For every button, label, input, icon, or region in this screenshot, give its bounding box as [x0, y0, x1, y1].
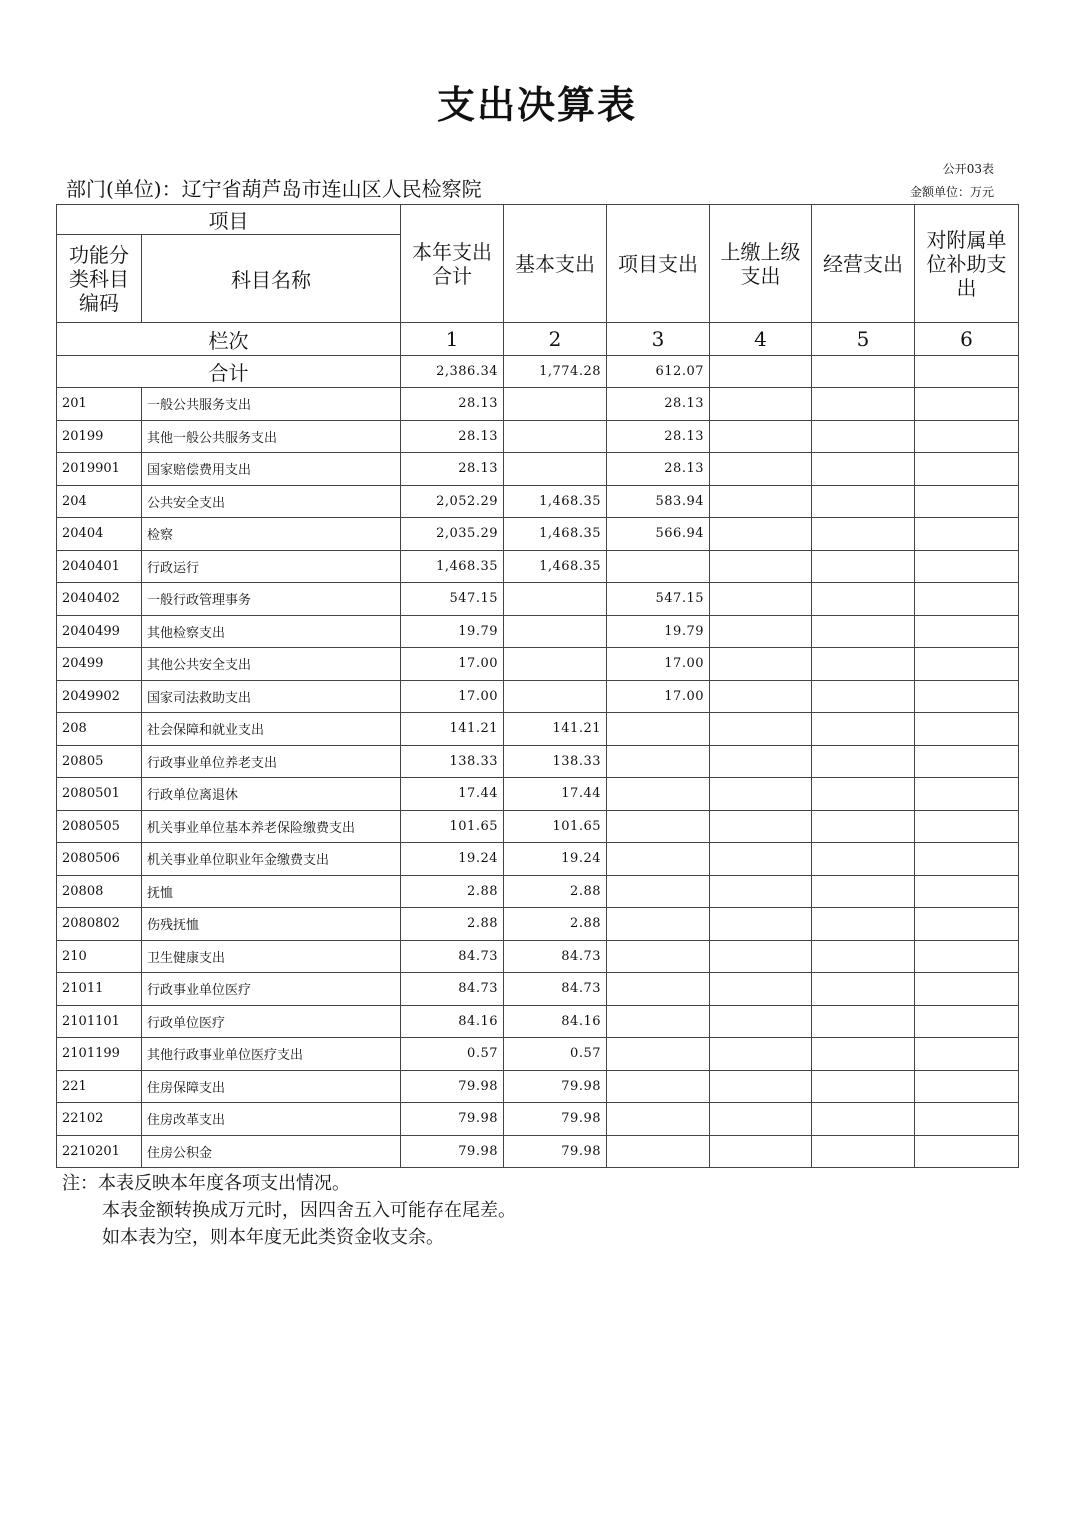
row-remit — [710, 940, 812, 973]
row-name: 社会保障和就业支出 — [142, 713, 401, 746]
row-subsidy — [915, 973, 1019, 1006]
row-remit — [710, 973, 812, 1006]
row-business — [812, 940, 915, 973]
total-c5 — [812, 356, 915, 388]
row-subsidy — [915, 1103, 1019, 1136]
total-c3: 612.07 — [607, 356, 710, 388]
expenditure-table — [56, 204, 1019, 1168]
lanci-col: 5 — [812, 323, 915, 356]
table-row — [57, 453, 1019, 486]
row-total: 0.57 — [401, 1038, 504, 1071]
row-business — [812, 485, 915, 518]
header-name: 科目名称 — [142, 235, 401, 323]
row-project: 547.15 — [607, 583, 710, 616]
row-project — [607, 1005, 710, 1038]
row-code: 20808 — [57, 875, 142, 908]
amount-unit: 金额单位：万元 — [909, 185, 994, 199]
table-row — [57, 1038, 1019, 1071]
row-basic: 84.73 — [504, 973, 607, 1006]
row-basic: 101.65 — [504, 810, 607, 843]
row-name: 机关事业单位基本养老保险缴费支出 — [142, 810, 401, 843]
row-project — [607, 908, 710, 941]
total-row — [57, 356, 1019, 388]
table-row — [57, 713, 1019, 746]
row-basic — [504, 420, 607, 453]
row-subsidy — [915, 680, 1019, 713]
row-total: 547.15 — [401, 583, 504, 616]
header-total: 本年支出合计 — [401, 205, 504, 323]
row-subsidy — [915, 778, 1019, 811]
row-subsidy — [915, 1070, 1019, 1103]
row-basic: 19.24 — [504, 843, 607, 876]
row-remit — [710, 680, 812, 713]
table-row — [57, 843, 1019, 876]
row-subsidy — [915, 1038, 1019, 1071]
row-name: 抚恤 — [142, 875, 401, 908]
row-remit — [710, 485, 812, 518]
row-name: 行政单位医疗 — [142, 1005, 401, 1038]
table-row — [57, 745, 1019, 778]
total-label: 合计 — [57, 356, 401, 388]
notes — [62, 1170, 516, 1251]
row-project — [607, 875, 710, 908]
row-code: 2040401 — [57, 550, 142, 583]
row-basic: 79.98 — [504, 1135, 607, 1168]
row-business — [812, 1070, 915, 1103]
total-c4 — [710, 356, 812, 388]
row-total: 28.13 — [401, 388, 504, 421]
row-code: 2080505 — [57, 810, 142, 843]
row-project — [607, 1135, 710, 1168]
row-basic: 79.98 — [504, 1070, 607, 1103]
row-remit — [710, 648, 812, 681]
row-business — [812, 778, 915, 811]
row-code: 20805 — [57, 745, 142, 778]
row-business — [812, 1038, 915, 1071]
row-remit — [710, 420, 812, 453]
row-subsidy — [915, 388, 1019, 421]
row-name: 其他公共安全支出 — [142, 648, 401, 681]
row-business — [812, 550, 915, 583]
row-name: 行政运行 — [142, 550, 401, 583]
lanci-col: 2 — [504, 323, 607, 356]
header-business: 经营支出 — [812, 205, 915, 323]
row-total: 79.98 — [401, 1070, 504, 1103]
row-remit — [710, 615, 812, 648]
row-name: 行政事业单位养老支出 — [142, 745, 401, 778]
row-business — [812, 810, 915, 843]
row-basic — [504, 648, 607, 681]
row-total: 79.98 — [401, 1103, 504, 1136]
row-remit — [710, 388, 812, 421]
lanci-col: 3 — [607, 323, 710, 356]
row-code: 20199 — [57, 420, 142, 453]
row-remit — [710, 550, 812, 583]
row-subsidy — [915, 745, 1019, 778]
row-basic: 2.88 — [504, 875, 607, 908]
table-row — [57, 420, 1019, 453]
row-total: 79.98 — [401, 1135, 504, 1168]
row-code: 201 — [57, 388, 142, 421]
row-remit — [710, 713, 812, 746]
row-total: 138.33 — [401, 745, 504, 778]
row-project — [607, 810, 710, 843]
row-total: 84.73 — [401, 940, 504, 973]
row-total: 17.00 — [401, 648, 504, 681]
row-remit — [710, 1005, 812, 1038]
row-total: 19.24 — [401, 843, 504, 876]
row-business — [812, 1103, 915, 1136]
row-business — [812, 1135, 915, 1168]
row-remit — [710, 518, 812, 551]
page-title: 支出决算表 — [436, 82, 637, 127]
table-row — [57, 680, 1019, 713]
row-business — [812, 615, 915, 648]
row-project — [607, 843, 710, 876]
department-label: 部门(单位)：辽宁省葫芦岛市连山区人民检察院 — [66, 177, 482, 201]
row-code: 2019901 — [57, 453, 142, 486]
row-code: 2080501 — [57, 778, 142, 811]
row-subsidy — [915, 648, 1019, 681]
row-project — [607, 713, 710, 746]
row-business — [812, 648, 915, 681]
row-code: 20499 — [57, 648, 142, 681]
row-project — [607, 550, 710, 583]
row-subsidy — [915, 615, 1019, 648]
table-row — [57, 940, 1019, 973]
row-project — [607, 940, 710, 973]
row-total: 28.13 — [401, 420, 504, 453]
row-subsidy — [915, 518, 1019, 551]
row-basic: 1,468.35 — [504, 518, 607, 551]
row-name: 机关事业单位职业年金缴费支出 — [142, 843, 401, 876]
row-basic: 1,468.35 — [504, 550, 607, 583]
row-name: 其他检察支出 — [142, 615, 401, 648]
row-remit — [710, 908, 812, 941]
row-basic — [504, 680, 607, 713]
table-row — [57, 518, 1019, 551]
row-remit — [710, 453, 812, 486]
row-project: 17.00 — [607, 648, 710, 681]
table-row — [57, 583, 1019, 616]
row-code: 2040499 — [57, 615, 142, 648]
row-business — [812, 875, 915, 908]
row-subsidy — [915, 810, 1019, 843]
row-remit — [710, 745, 812, 778]
note-line: 本表金额转换成万元时，因四舍五入可能存在尾差。 — [102, 1200, 516, 1221]
row-code: 2101199 — [57, 1038, 142, 1071]
row-name: 卫生健康支出 — [142, 940, 401, 973]
row-name: 伤残抚恤 — [142, 908, 401, 941]
row-basic: 141.21 — [504, 713, 607, 746]
table-row — [57, 973, 1019, 1006]
row-business — [812, 843, 915, 876]
lanci-col: 1 — [401, 323, 504, 356]
row-project: 583.94 — [607, 485, 710, 518]
lanci-col: 4 — [710, 323, 812, 356]
row-total: 2,052.29 — [401, 485, 504, 518]
row-project: 566.94 — [607, 518, 710, 551]
row-name: 行政单位离退休 — [142, 778, 401, 811]
row-business — [812, 973, 915, 1006]
row-project: 28.13 — [607, 453, 710, 486]
row-subsidy — [915, 420, 1019, 453]
row-code: 2101101 — [57, 1005, 142, 1038]
total-c2: 1,774.28 — [504, 356, 607, 388]
row-subsidy — [915, 550, 1019, 583]
table-row — [57, 615, 1019, 648]
row-total: 19.79 — [401, 615, 504, 648]
table-row — [57, 648, 1019, 681]
table-row — [57, 908, 1019, 941]
row-subsidy — [915, 875, 1019, 908]
row-basic: 0.57 — [504, 1038, 607, 1071]
row-total: 28.13 — [401, 453, 504, 486]
row-total: 17.00 — [401, 680, 504, 713]
row-business — [812, 420, 915, 453]
row-code: 2040402 — [57, 583, 142, 616]
row-total: 2.88 — [401, 875, 504, 908]
row-name: 其他一般公共服务支出 — [142, 420, 401, 453]
header-code: 功能分类科目编码 — [57, 235, 142, 323]
row-subsidy — [915, 843, 1019, 876]
row-project — [607, 1070, 710, 1103]
header-subsidy: 对附属单位补助支出 — [915, 205, 1019, 323]
row-business — [812, 680, 915, 713]
row-code: 210 — [57, 940, 142, 973]
table-row — [57, 875, 1019, 908]
note-line: 注：本表反映本年度各项支出情况。 — [62, 1173, 350, 1194]
row-name: 住房改革支出 — [142, 1103, 401, 1136]
table-row — [57, 550, 1019, 583]
row-project — [607, 1103, 710, 1136]
row-basic — [504, 583, 607, 616]
lanci-label: 栏次 — [57, 323, 401, 356]
row-code: 2080506 — [57, 843, 142, 876]
row-code: 2049902 — [57, 680, 142, 713]
row-code: 20404 — [57, 518, 142, 551]
row-remit — [710, 875, 812, 908]
row-business — [812, 518, 915, 551]
row-total: 17.44 — [401, 778, 504, 811]
header-project-expense: 项目支出 — [607, 205, 710, 323]
note-line: 如本表为空，则本年度无此类资金收支余。 — [102, 1227, 444, 1248]
header-basic: 基本支出 — [504, 205, 607, 323]
table-row — [57, 388, 1019, 421]
row-basic — [504, 453, 607, 486]
row-remit — [710, 1038, 812, 1071]
row-name: 一般行政管理事务 — [142, 583, 401, 616]
row-basic: 17.44 — [504, 778, 607, 811]
row-total: 2.88 — [401, 908, 504, 941]
table-row — [57, 778, 1019, 811]
table-row — [57, 485, 1019, 518]
row-business — [812, 453, 915, 486]
row-remit — [710, 810, 812, 843]
row-remit — [710, 778, 812, 811]
row-subsidy — [915, 583, 1019, 616]
row-project: 19.79 — [607, 615, 710, 648]
row-name: 住房公积金 — [142, 1135, 401, 1168]
table-row — [57, 1135, 1019, 1168]
header-project: 项目 — [57, 205, 401, 235]
row-business — [812, 583, 915, 616]
row-business — [812, 713, 915, 746]
row-name: 公共安全支出 — [142, 485, 401, 518]
row-remit — [710, 1103, 812, 1136]
table-row — [57, 1070, 1019, 1103]
row-project: 28.13 — [607, 388, 710, 421]
row-total: 101.65 — [401, 810, 504, 843]
row-subsidy — [915, 1135, 1019, 1168]
row-total: 84.73 — [401, 973, 504, 1006]
row-business — [812, 1005, 915, 1038]
total-c6 — [915, 356, 1019, 388]
row-basic: 79.98 — [504, 1103, 607, 1136]
row-subsidy — [915, 940, 1019, 973]
total-c1: 2,386.34 — [401, 356, 504, 388]
row-project: 17.00 — [607, 680, 710, 713]
row-remit — [710, 1135, 812, 1168]
row-project — [607, 778, 710, 811]
table-row — [57, 1005, 1019, 1038]
row-project: 28.13 — [607, 420, 710, 453]
row-basic — [504, 615, 607, 648]
row-subsidy — [915, 1005, 1019, 1038]
row-subsidy — [915, 908, 1019, 941]
row-business — [812, 745, 915, 778]
table-number: 公开03表 — [942, 162, 994, 176]
row-subsidy — [915, 485, 1019, 518]
row-total: 1,468.35 — [401, 550, 504, 583]
row-total: 84.16 — [401, 1005, 504, 1038]
row-remit — [710, 1070, 812, 1103]
row-code: 221 — [57, 1070, 142, 1103]
row-name: 国家赔偿费用支出 — [142, 453, 401, 486]
row-name: 检察 — [142, 518, 401, 551]
row-code: 21011 — [57, 973, 142, 1006]
row-subsidy — [915, 453, 1019, 486]
row-project — [607, 973, 710, 1006]
row-code: 2210201 — [57, 1135, 142, 1168]
row-name: 其他行政事业单位医疗支出 — [142, 1038, 401, 1071]
row-basic: 84.16 — [504, 1005, 607, 1038]
table-row — [57, 1103, 1019, 1136]
table-row — [57, 810, 1019, 843]
row-basic: 138.33 — [504, 745, 607, 778]
row-basic — [504, 388, 607, 421]
row-basic: 2.88 — [504, 908, 607, 941]
row-total: 2,035.29 — [401, 518, 504, 551]
row-name: 国家司法救助支出 — [142, 680, 401, 713]
row-name: 一般公共服务支出 — [142, 388, 401, 421]
row-name: 住房保障支出 — [142, 1070, 401, 1103]
row-basic: 84.73 — [504, 940, 607, 973]
row-business — [812, 908, 915, 941]
row-code: 208 — [57, 713, 142, 746]
row-code: 2080802 — [57, 908, 142, 941]
row-basic: 1,468.35 — [504, 485, 607, 518]
lanci-col: 6 — [915, 323, 1019, 356]
row-remit — [710, 843, 812, 876]
row-total: 141.21 — [401, 713, 504, 746]
row-code: 22102 — [57, 1103, 142, 1136]
row-project — [607, 1038, 710, 1071]
row-code: 204 — [57, 485, 142, 518]
row-business — [812, 388, 915, 421]
header-remit: 上缴上级支出 — [710, 205, 812, 323]
row-project — [607, 745, 710, 778]
row-remit — [710, 583, 812, 616]
row-name: 行政事业单位医疗 — [142, 973, 401, 1006]
row-subsidy — [915, 713, 1019, 746]
